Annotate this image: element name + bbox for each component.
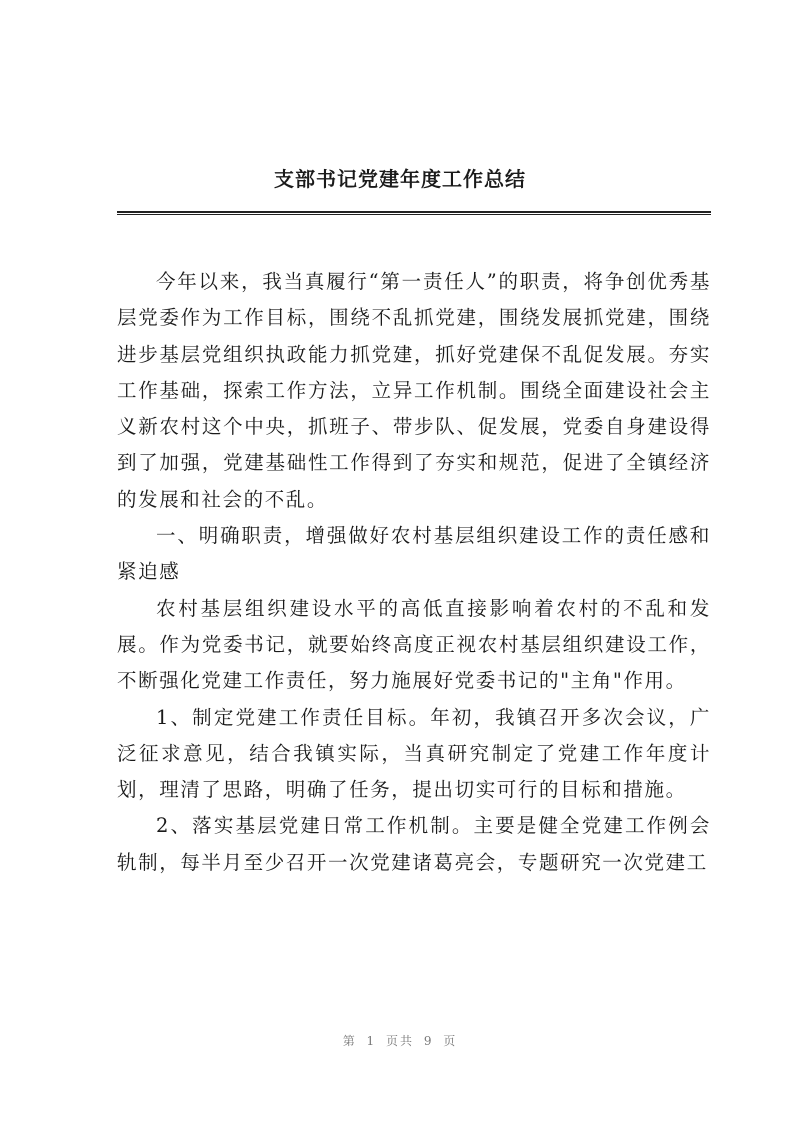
page-number: 第 1 页共 9 页 [342,1034,458,1048]
section-heading-1: 一、明确职责，增强做好农村基层组织建设工作的责任感和紧迫感 [117,524,711,584]
paragraph-item-2: 2、落实基层党建日常工作机制。主要是健全党建工作例会轨制，每半月至少召开一次党建诸葛亮会，专题研究一次党建工 [117,814,711,874]
title-divider [117,211,711,215]
document-body [117,264,711,881]
paragraph-item-1: 1、制定党建工作责任目标。年初，我镇召开多次会议，广泛征求意见，结合我镇实际，当真研究制定了党建工作年度计划，理清了思路，明确了任务，提出切实可行的目标和措施。 [117,705,711,802]
paragraph-intro: 今年以来，我当真履行“第一责任人”的职责，将争创优秀基层党委作为工作目标，围绕不乱抓党建，围绕发展抓党建，围绕进步基层党组织执政能力抓党建，抓好党建保不乱促发展。夯实工作基础，探索工作方法，立异工作机制。围绕全面建设社会主义新农村这个中央，抓班子、带步队、促发展，党委自身建设得到了加强，党建基础性工作得到了夯实和规范，促进了全镇经济的发展和社会的不乱。 [117,270,711,511]
page-title: 支部书记党建年度工作总结 [274,167,526,191]
paragraph-section-1: 农村基层组织建设水平的高低直接影响着农村的不乱和发展。作为党委书记，就要始终高度正视农村基层组织建设工作，不断强化党建工作责任，努力施展好党委书记的"主角"作用。 [117,596,711,693]
